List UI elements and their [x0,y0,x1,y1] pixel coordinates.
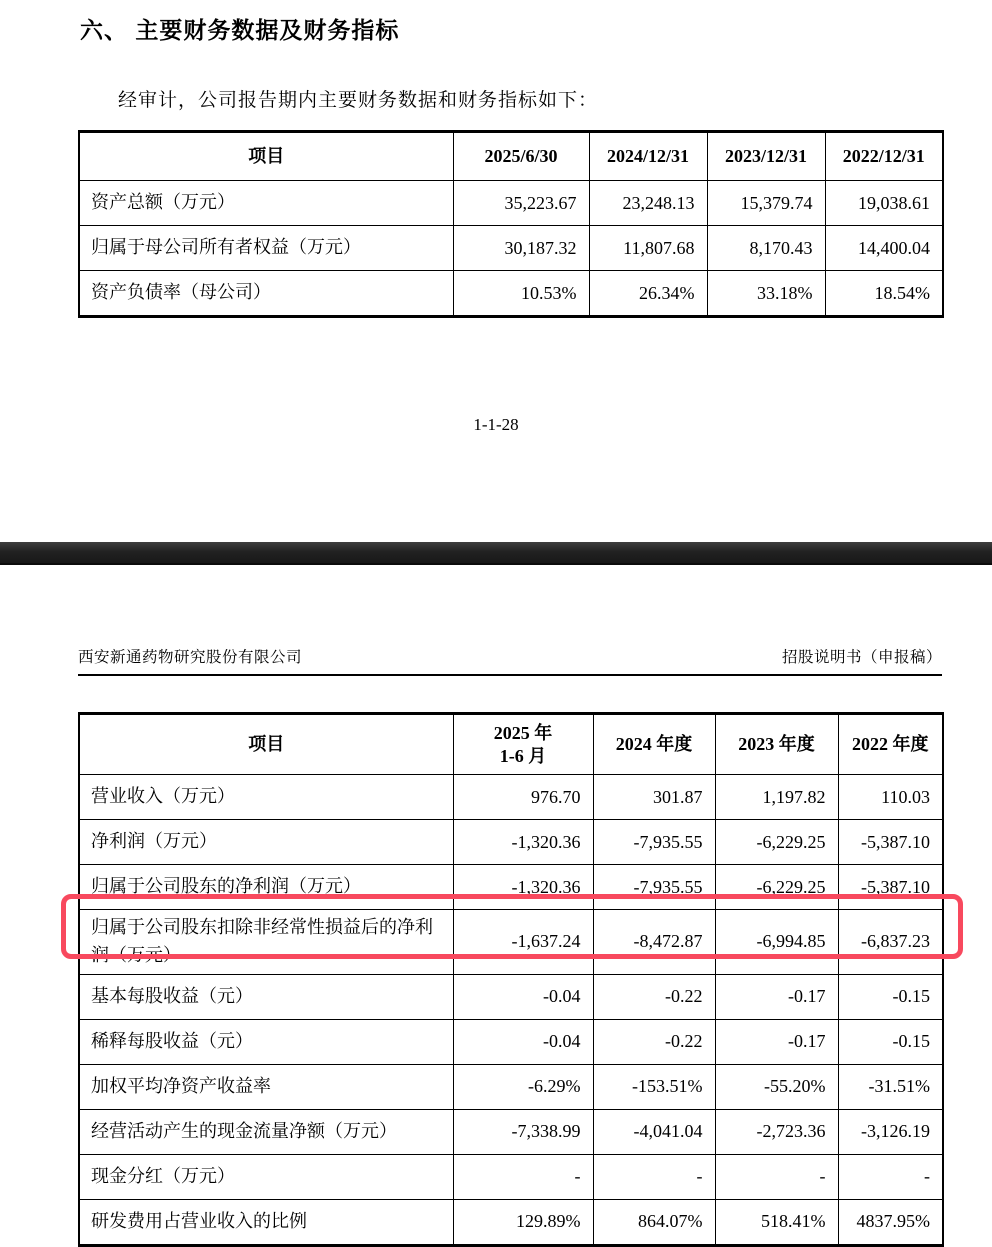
cell-value: 4837.95% [838,1199,943,1245]
cell-value: -1,320.36 [453,865,593,910]
cell-value: -4,041.04 [593,1109,715,1154]
row-label: 加权平均净资产收益率 [79,1064,453,1109]
cell-value: -7,935.55 [593,820,715,865]
cell-value: -7,935.55 [593,865,715,910]
cell-value: -5,387.10 [838,820,943,865]
header-line: 2025 年 [493,723,553,743]
table-row [79,271,943,317]
header-line: 1-6 月 [499,745,547,766]
cell-value: - [715,1154,838,1199]
cell-value: 110.03 [838,775,943,820]
cell-value: - [838,1154,943,1199]
cell-value: - [593,1154,715,1199]
cell-value: 15,379.74 [707,181,825,226]
cell-value: 301.87 [593,775,715,820]
section-heading: 六、 主要财务数据及财务指标 [80,17,400,43]
row-label: 净利润（万元） [79,820,453,865]
intro-text: 经审计，公司报告期内主要财务数据和财务指标如下： [118,90,599,111]
row-label: 稀释每股收益（元） [79,1019,453,1064]
cell-value: -0.15 [838,974,943,1019]
cell-value: -0.22 [593,1019,715,1064]
cell-value: 129.89% [453,1199,593,1245]
document-type-label: 招股说明书（申报稿） [781,649,942,666]
header-cell: 项目 [79,132,453,181]
cell-value: -2,723.36 [715,1109,838,1154]
row-label: 经营活动产生的现金流量净额（万元） [79,1109,453,1154]
cell-value: -7,338.99 [453,1109,593,1154]
table-row [79,226,943,271]
row-label: 基本每股收益（元） [79,974,453,1019]
cell-value: 35,223.67 [453,181,589,226]
cell-value: -6,229.25 [715,865,838,910]
table-row [79,1064,943,1109]
row-label: 归属于公司股东扣除非经常性损益后的净利润（万元） [79,910,453,975]
header-cell [453,714,593,775]
cell-value: -0.22 [593,974,715,1019]
cell-value: 30,187.32 [453,226,589,271]
cell-value: -0.04 [453,1019,593,1064]
row-label: 资产总额（万元） [79,181,453,226]
key-metrics-table [78,712,944,1247]
cell-value: -153.51% [593,1064,715,1109]
row-label: 归属于公司股东的净利润（万元） [79,865,453,910]
cell-value: -1,637.24 [453,910,593,975]
cell-value: 976.70 [453,775,593,820]
cell-value: -0.17 [715,1019,838,1064]
cell-value: 23,248.13 [589,181,707,226]
cell-value: 864.07% [593,1199,715,1245]
financial-position-table [78,130,944,318]
cell-value: -0.17 [715,974,838,1019]
header-cell: 2022 年度 [838,714,943,775]
cell-value: -8,472.87 [593,910,715,975]
cell-value: 18.54% [825,271,943,317]
row-label: 研发费用占营业收入的比例 [79,1199,453,1245]
cell-value: -0.15 [838,1019,943,1064]
document-header [78,645,942,676]
cell-value: -3,126.19 [838,1109,943,1154]
cell-value: 11,807.68 [589,226,707,271]
table-row [79,181,943,226]
header-cell: 2024/12/31 [589,132,707,181]
table-row [79,1154,943,1199]
page-break-divider [0,542,992,565]
cell-value: 14,400.04 [825,226,943,271]
cell-value: 518.41% [715,1199,838,1245]
cell-value: -6,994.85 [715,910,838,975]
cell-value: -31.51% [838,1064,943,1109]
cell-value: -1,320.36 [453,820,593,865]
header-cell: 项目 [79,714,453,775]
cell-value: 8,170.43 [707,226,825,271]
table-row [79,1109,943,1154]
row-label: 资产负债率（母公司） [79,271,453,317]
cell-value: -0.04 [453,974,593,1019]
table-row [79,865,943,910]
cell-value: - [453,1154,593,1199]
cell-value: 26.34% [589,271,707,317]
cell-value: 1,197.82 [715,775,838,820]
cell-value: -6.29% [453,1064,593,1109]
table-row [79,775,943,820]
table-row [79,1019,943,1064]
row-label: 营业收入（万元） [79,775,453,820]
table-row [79,974,943,1019]
cell-value: -55.20% [715,1064,838,1109]
header-cell: 2022/12/31 [825,132,943,181]
table-header-row [79,714,943,775]
cell-value: -5,387.10 [838,865,943,910]
row-label: 归属于母公司所有者权益（万元） [79,226,453,271]
company-name: 西安新通药物研究股份有限公司 [78,649,303,666]
cell-value: 19,038.61 [825,181,943,226]
row-label: 现金分红（万元） [79,1154,453,1199]
header-cell: 2023 年度 [715,714,838,775]
cell-value: 10.53% [453,271,589,317]
table-header-row [79,132,943,181]
cell-value: -6,229.25 [715,820,838,865]
header-cell: 2024 年度 [593,714,715,775]
header-cell: 2025/6/30 [453,132,589,181]
cell-value: 33.18% [707,271,825,317]
table-row-highlighted [79,910,943,975]
table-row [79,820,943,865]
cell-value: -6,837.23 [838,910,943,975]
page-number: 1-1-28 [473,415,519,434]
header-cell: 2023/12/31 [707,132,825,181]
table-row [79,1199,943,1245]
